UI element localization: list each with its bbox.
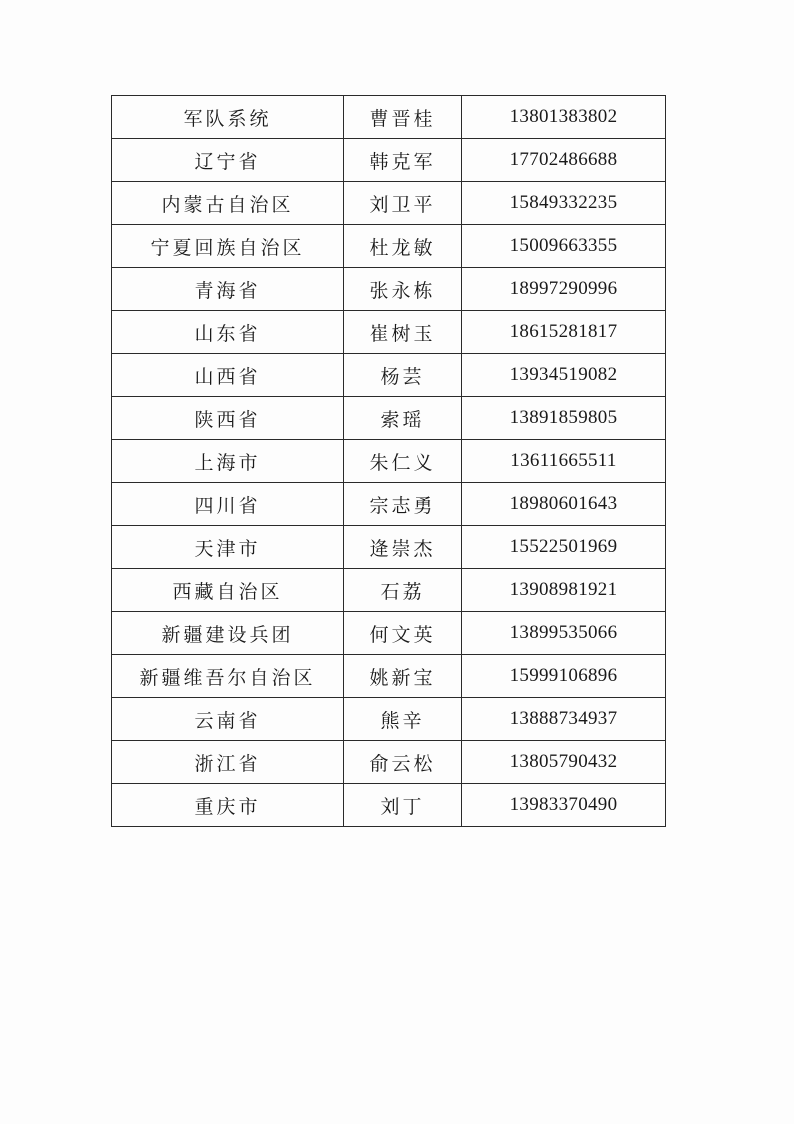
- region-cell: 四川省: [112, 483, 344, 526]
- table-row: [112, 612, 666, 655]
- contact-table-body: [112, 96, 666, 827]
- contact-name-cell: 逄崇杰: [344, 526, 462, 569]
- phone-cell: 13611665511: [462, 440, 666, 483]
- contact-table: [111, 95, 666, 827]
- phone-cell: 13908981921: [462, 569, 666, 612]
- contact-name-cell: 熊辛: [344, 698, 462, 741]
- contact-name-cell: 索瑶: [344, 397, 462, 440]
- region-cell: 山东省: [112, 311, 344, 354]
- phone-cell: 13888734937: [462, 698, 666, 741]
- contact-name-cell: 刘丁: [344, 784, 462, 827]
- region-cell: 辽宁省: [112, 139, 344, 182]
- phone-cell: 13934519082: [462, 354, 666, 397]
- region-cell: 上海市: [112, 440, 344, 483]
- phone-cell: 13891859805: [462, 397, 666, 440]
- phone-cell: 13801383802: [462, 96, 666, 139]
- table-row: [112, 440, 666, 483]
- phone-cell: 13899535066: [462, 612, 666, 655]
- region-cell: 山西省: [112, 354, 344, 397]
- table-row: [112, 483, 666, 526]
- contact-name-cell: 何文英: [344, 612, 462, 655]
- table-row: [112, 569, 666, 612]
- table-row: [112, 311, 666, 354]
- contact-name-cell: 韩克军: [344, 139, 462, 182]
- table-row: [112, 397, 666, 440]
- contact-name-cell: 石荔: [344, 569, 462, 612]
- table-row: [112, 698, 666, 741]
- contact-name-cell: 曹晋桂: [344, 96, 462, 139]
- region-cell: 重庆市: [112, 784, 344, 827]
- table-row: [112, 354, 666, 397]
- region-cell: 军队系统: [112, 96, 344, 139]
- phone-cell: 17702486688: [462, 139, 666, 182]
- contact-name-cell: 张永栋: [344, 268, 462, 311]
- contact-name-cell: 朱仁义: [344, 440, 462, 483]
- table-row: [112, 139, 666, 182]
- contact-name-cell: 刘卫平: [344, 182, 462, 225]
- region-cell: 云南省: [112, 698, 344, 741]
- phone-cell: 18997290996: [462, 268, 666, 311]
- contact-name-cell: 杨芸: [344, 354, 462, 397]
- region-cell: 西藏自治区: [112, 569, 344, 612]
- table-row: [112, 182, 666, 225]
- phone-cell: 13805790432: [462, 741, 666, 784]
- table-row: [112, 225, 666, 268]
- phone-cell: 13983370490: [462, 784, 666, 827]
- phone-cell: 15999106896: [462, 655, 666, 698]
- contact-name-cell: 姚新宝: [344, 655, 462, 698]
- phone-cell: 18615281817: [462, 311, 666, 354]
- region-cell: 青海省: [112, 268, 344, 311]
- phone-cell: 18980601643: [462, 483, 666, 526]
- table-row: [112, 268, 666, 311]
- contact-name-cell: 杜龙敏: [344, 225, 462, 268]
- region-cell: 内蒙古自治区: [112, 182, 344, 225]
- region-cell: 新疆维吾尔自治区: [112, 655, 344, 698]
- phone-cell: 15849332235: [462, 182, 666, 225]
- table-row: [112, 96, 666, 139]
- region-cell: 浙江省: [112, 741, 344, 784]
- contact-name-cell: 宗志勇: [344, 483, 462, 526]
- contact-name-cell: 崔树玉: [344, 311, 462, 354]
- phone-cell: 15009663355: [462, 225, 666, 268]
- table-row: [112, 784, 666, 827]
- phone-cell: 15522501969: [462, 526, 666, 569]
- table-row: [112, 526, 666, 569]
- region-cell: 新疆建设兵团: [112, 612, 344, 655]
- table-row: [112, 741, 666, 784]
- region-cell: 天津市: [112, 526, 344, 569]
- region-cell: 宁夏回族自治区: [112, 225, 344, 268]
- region-cell: 陕西省: [112, 397, 344, 440]
- contact-name-cell: 俞云松: [344, 741, 462, 784]
- table-row: [112, 655, 666, 698]
